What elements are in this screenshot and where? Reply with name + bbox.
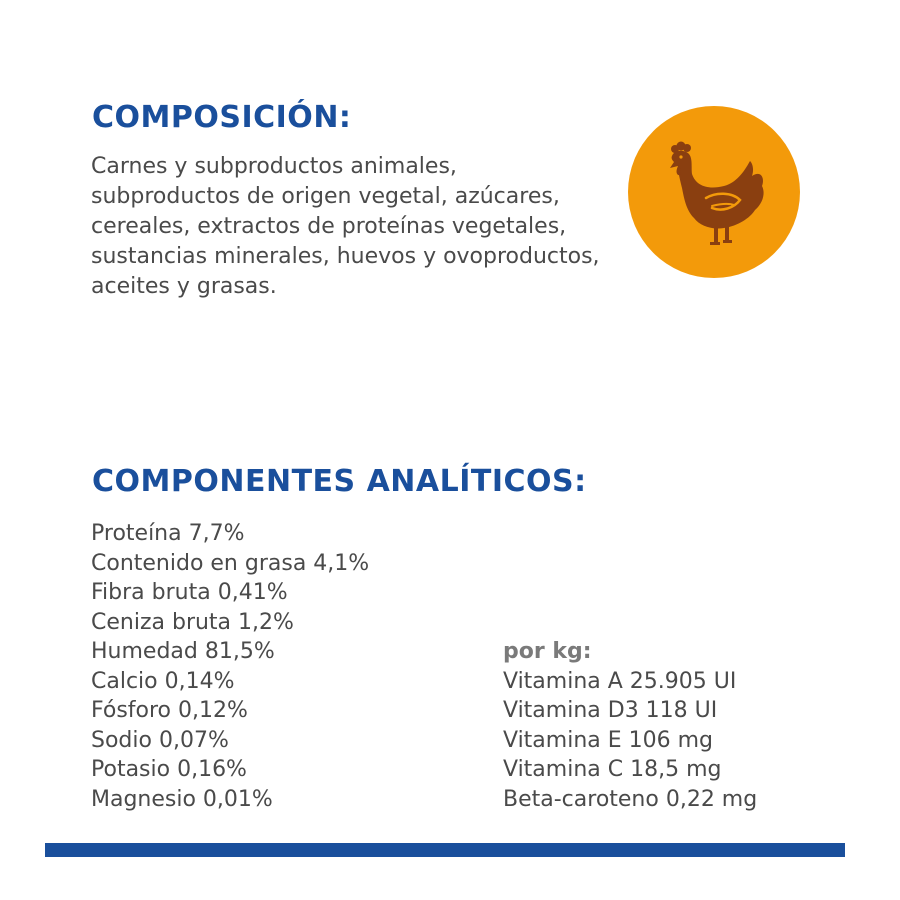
analytics-list [91, 519, 369, 814]
list-item: Vitamina A 25.905 UI [503, 668, 737, 694]
per-kg-label: por kg: [503, 639, 592, 664]
bottom-divider [45, 843, 845, 857]
composition-text: Carnes y subproductos animales, subproductos de origen vegetal, azúcares, cereales, extractos de proteínas vegetales, sustancias minerales, huevos y ovoproductos, aceites y grasas. [91, 154, 600, 299]
list-item: Sodio 0,07% [91, 727, 229, 753]
list-item: Ceniza bruta 1,2% [91, 609, 294, 635]
list-item: Fósforo 0,12% [91, 698, 248, 723]
list-item: Humedad 81,5% [91, 639, 275, 664]
vitamins-list [503, 637, 757, 814]
list-item: Proteína 7,7% [91, 521, 245, 546]
list-item: Magnesio 0,01% [91, 786, 273, 812]
list-item: Vitamina C 18,5 mg [503, 757, 722, 782]
chicken-icon [628, 106, 800, 278]
list-item: Contenido en grasa 4,1% [91, 550, 370, 576]
composition-heading: COMPOSICIÓN: [92, 100, 352, 135]
list-item: Beta-caroteno 0,22 mg [503, 786, 758, 812]
analytics-heading: COMPONENTES ANALÍTICOS: [92, 464, 587, 499]
list-item: Calcio 0,14% [91, 668, 235, 694]
list-item: Potasio 0,16% [91, 757, 247, 782]
chicken-icon-badge [628, 106, 800, 278]
list-item: Vitamina D3 118 UI [503, 698, 718, 723]
list-item: Fibra bruta 0,41% [91, 580, 288, 605]
list-item: Vitamina E 106 mg [503, 727, 714, 753]
